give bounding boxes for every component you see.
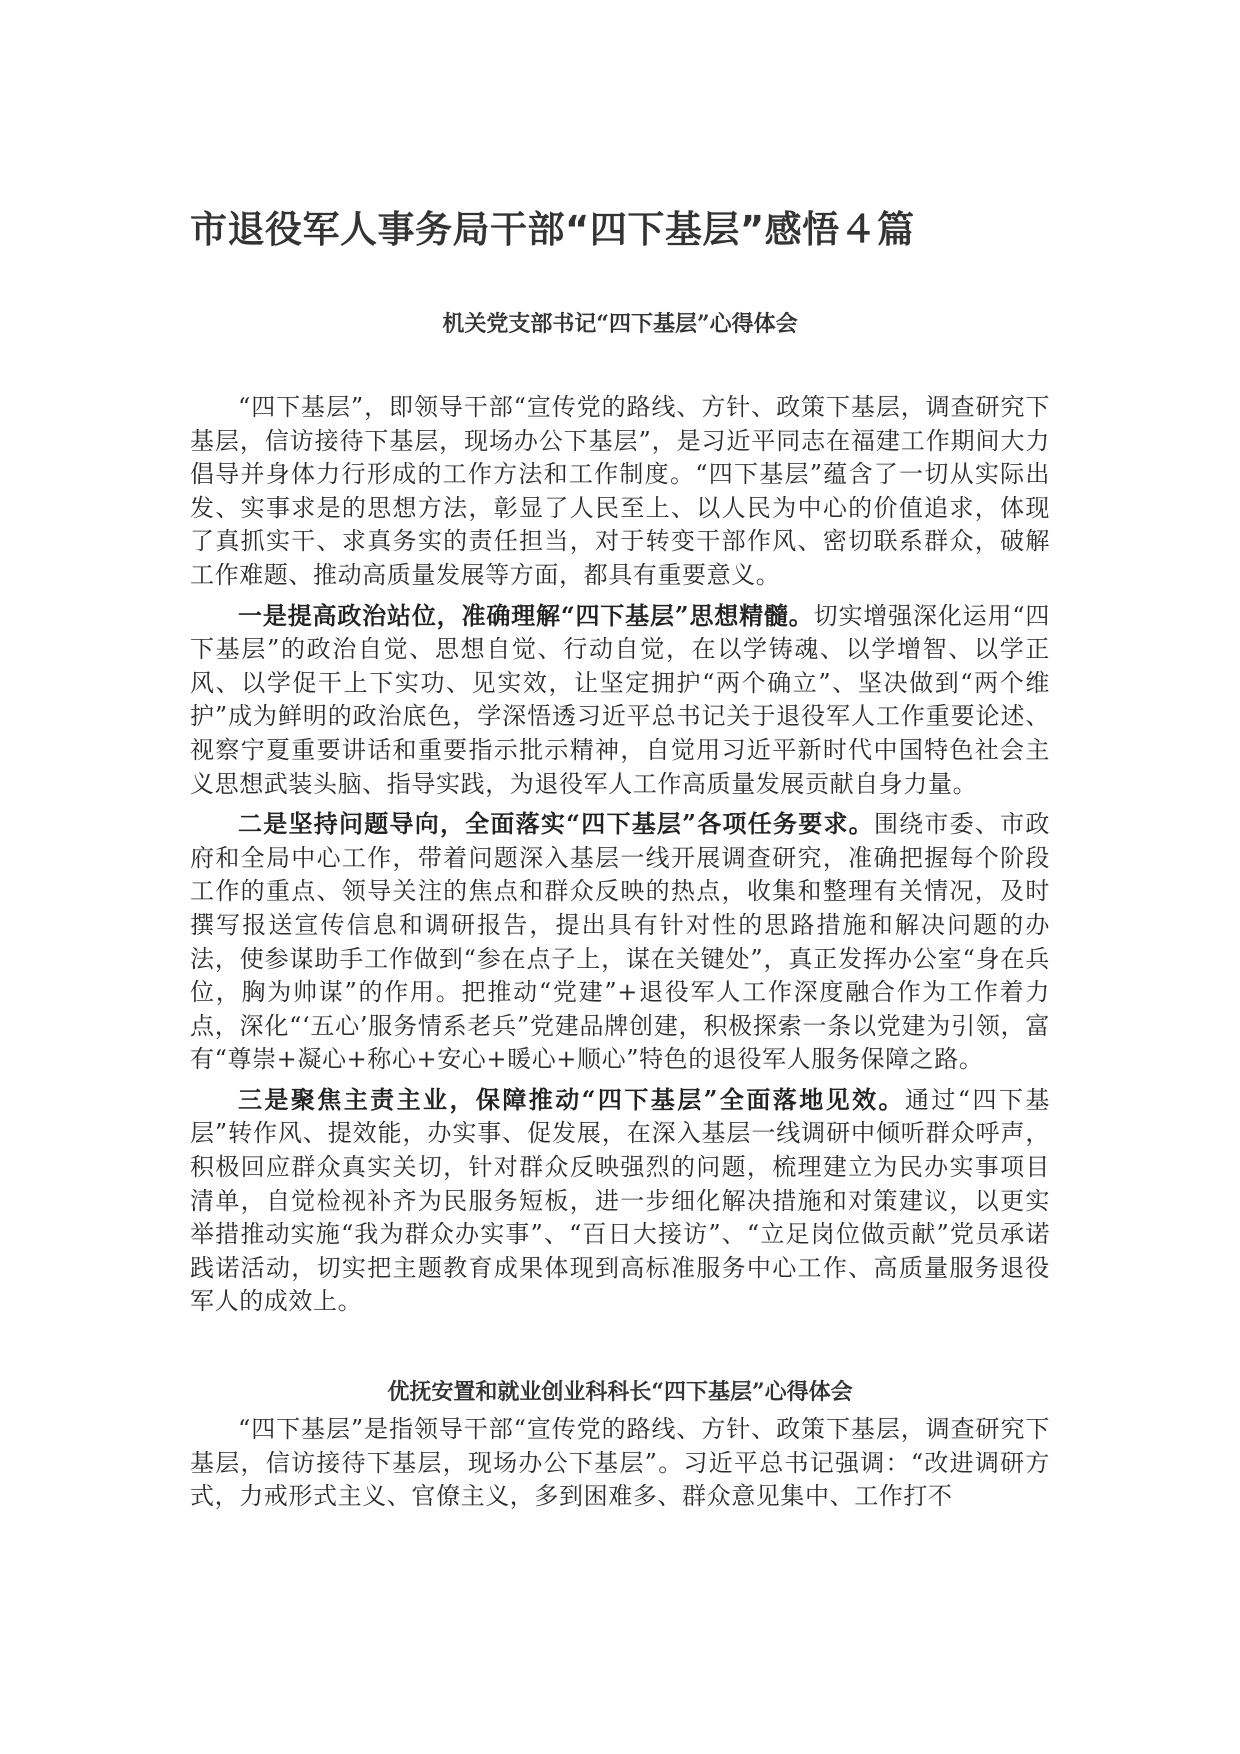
point-lead: 三是聚焦主责主业，保障推动“四下基层”全面落地见效。	[238, 1084, 905, 1114]
point-text: 围绕市委、市政府和全局中心工作，带着问题深入基层一线开展调查研究，准确把握每个阶段工作的重点、领导关注的焦点和群众反映的热点，收集和整理有关情况，及时撰写报送宣传信息和调研报告，提出具有针对性的思路措施和解决问题的办法，使参谋助手工作做到“参在点子上，谋在关键处”，真正发挥办公室“身在兵位，胸为帅谋”的作用。把推动“党建”+退役军人工作深度融合作为工作着力点，深化“‘五心’服务情系老兵”党建品牌创建，积极探索一条以党建为引领，富有“尊崇+凝心+称心+安心+暖心+顺心”特色的退役军人服务保障之路。	[190, 810, 1050, 1074]
section-heading: 优抚安置和就业创业科科长“四下基层”心得体会	[387, 1379, 853, 1406]
point-text: 切实增强深化运用“四下基层”的政治自觉、思想自觉、行动自觉，在以学铸魂、以学增智、以学正风、以学促干上下实功、见实效，让坚定拥护“两个确立”、坚决做到“两个维护”成为鲜明的政治底色，学深悟透习近平总书记关于退役军人工作重要论述、视察宁夏重要讲话和重要指示批示精神，自觉用习近平新时代中国特色社会主义思想武装头脑、指导实践，为退役军人工作高质量发展贡献自身力量。	[190, 601, 1050, 798]
document-body	[190, 205, 1050, 1514]
section-intro-paragraph: “四下基层”是指领导干部“宣传党的路线、方针、政策下基层，调查研究下基层，信访接待下基层，现场办公下基层”。习近平总书记强调：“改进调研方式，力戒形式主义、官僚主义，多到困难多、群众意见集中、工作打不	[190, 1415, 1050, 1511]
point-paragraph	[190, 1083, 1050, 1319]
section-heading: 机关党支部书记“四下基层”心得体会	[442, 311, 798, 337]
point-lead: 二是坚持问题导向，全面落实“四下基层”各项任务要求。	[238, 809, 874, 839]
point-text: 通过“四下基层”转作风、提效能，办实事、促发展，在深入基层一线调研中倾听群众呼声，积极回应群众真实关切，针对群众反映强烈的问题，梳理建立为民办实事项目清单，自觉检视补齐为民服务短板，进一步细化解决措施和对策建议，以更实举措推动实施“我为群众办实事”、“百日大接访”、“立足岗位做贡献”党员承诺践诺活动，切实把主题教育成果体现到高标准服务中心工作、高质量服务退役军人的成效上。	[190, 1085, 1050, 1316]
point-lead: 一是提高政治站位，准确理解“四下基层”思想精髓。	[238, 600, 814, 630]
section-intro-paragraph: “四下基层”，即领导干部“宣传党的路线、方针、政策下基层，调查研究下基层，信访接待下基层，现场办公下基层”，是习近平同志在福建工作期间大力倡导并身体力行形成的工作方法和工作制度。“四下基层”蕴含了一切从实际出发、实事求是的思想方法，彰显了人民至上、以人民为中心的价值追求，体现了真抓实干、求真务实的责任担当，对于转变干部作风、密切联系群众，破解工作难题、推动高质量发展等方面，都具有重要意义。	[190, 393, 1050, 589]
point-paragraph	[190, 807, 1050, 1077]
document-title: 市退役军人事务局干部“四下基层”感悟４篇	[190, 208, 915, 251]
point-paragraph	[190, 599, 1050, 802]
